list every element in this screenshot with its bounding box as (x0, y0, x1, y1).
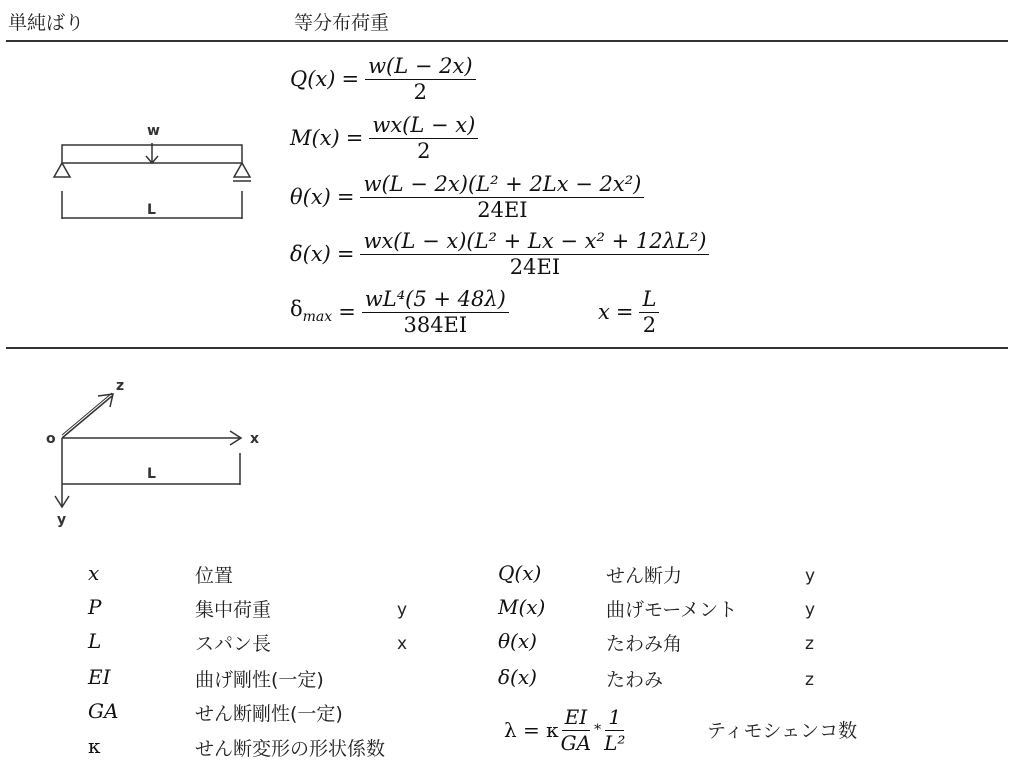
legend-sym-l: L (88, 629, 102, 653)
x-axis-label: x (250, 431, 260, 447)
header-right: 等分布荷重 (294, 12, 390, 34)
legend-dir-m: y (805, 600, 816, 620)
z-axis-label: z (116, 378, 125, 394)
legend-dir-delta: z (805, 670, 814, 690)
pin-support (54, 163, 70, 177)
roller-support (234, 163, 250, 177)
origin-label: o (46, 431, 56, 447)
simple-beam-diagram (40, 115, 270, 230)
legend-sym-p: P (88, 595, 102, 619)
legend-sym-ei: EI (88, 665, 111, 689)
formula-max-deflection: $\delta_{max}$ = $\frac{\text{wL⁴(5 + 48λ)}}{384EI}$ (290, 287, 509, 336)
legend-desc-bending-stiffness: 曲げ剛性(一定) (195, 669, 324, 691)
load-label: w (147, 123, 160, 139)
lambda-formula: λ = κ $\frac{EI}{GA}$ * $\frac{1}{\text{L²}}$ (504, 705, 626, 755)
middle-rule (6, 347, 1008, 349)
coordinate-axis-diagram (40, 378, 280, 533)
formula-deflection: δ(x) = $\frac{\text{wx(L − x)(L² + Lx − x² + 12λL²)}}{24EI}$ (290, 229, 709, 278)
formula-moment: M(x) = $\frac{wx(L - x)}{2}$ (290, 113, 478, 162)
z-axis-line-2 (62, 393, 112, 435)
formula-slope: θ(x) = $\frac{\text{w(L − 2x)(L² + 2Lx − 2x²)}}{24EI}$ (290, 172, 644, 221)
legend-desc-shear-force: せん断力 (606, 565, 683, 587)
axis-span-label: L (147, 466, 156, 482)
legend-sym-delta: δ(x) (498, 665, 537, 689)
legend-desc-span: スパン長 (195, 633, 272, 655)
top-rule (6, 40, 1008, 42)
legend-desc-bending-moment: 曲げモーメント (606, 599, 738, 621)
legend-desc-shear-stiffness: せん断剛性(一定) (195, 703, 343, 725)
legend-sym-q: Q(x) (498, 561, 542, 585)
legend-desc-deflection: たわみ (606, 669, 664, 691)
legend-sym-x: x (88, 561, 100, 585)
legend-desc-shape-factor: せん断変形の形状係数 (195, 738, 386, 760)
z-axis-line (62, 396, 112, 438)
legend-sym-kappa: κ (88, 734, 101, 758)
legend-sym-ga: GA (88, 699, 119, 723)
y-axis-label: y (57, 512, 67, 528)
span-label: L (147, 202, 156, 218)
lambda-description: ティモシェンコ数 (707, 720, 858, 742)
legend-desc-point-load: 集中荷重 (195, 599, 272, 621)
legend-dir-l: x (397, 634, 408, 654)
legend-dir-q: y (805, 566, 816, 586)
legend-dir-p: y (397, 600, 408, 620)
legend-desc-position: 位置 (195, 565, 234, 587)
legend-sym-m: M(x) (498, 595, 546, 619)
formula-max-position: x = $\frac{L}{2}$ (598, 287, 659, 336)
legend-dir-theta: z (805, 634, 814, 654)
formula-shear: Q(x) = $\frac{w(L - 2x)}{2}$ (290, 54, 476, 103)
header-left: 単純ばり (8, 12, 85, 34)
legend-desc-slope: たわみ角 (606, 633, 683, 655)
legend-sym-theta: θ(x) (498, 629, 537, 653)
